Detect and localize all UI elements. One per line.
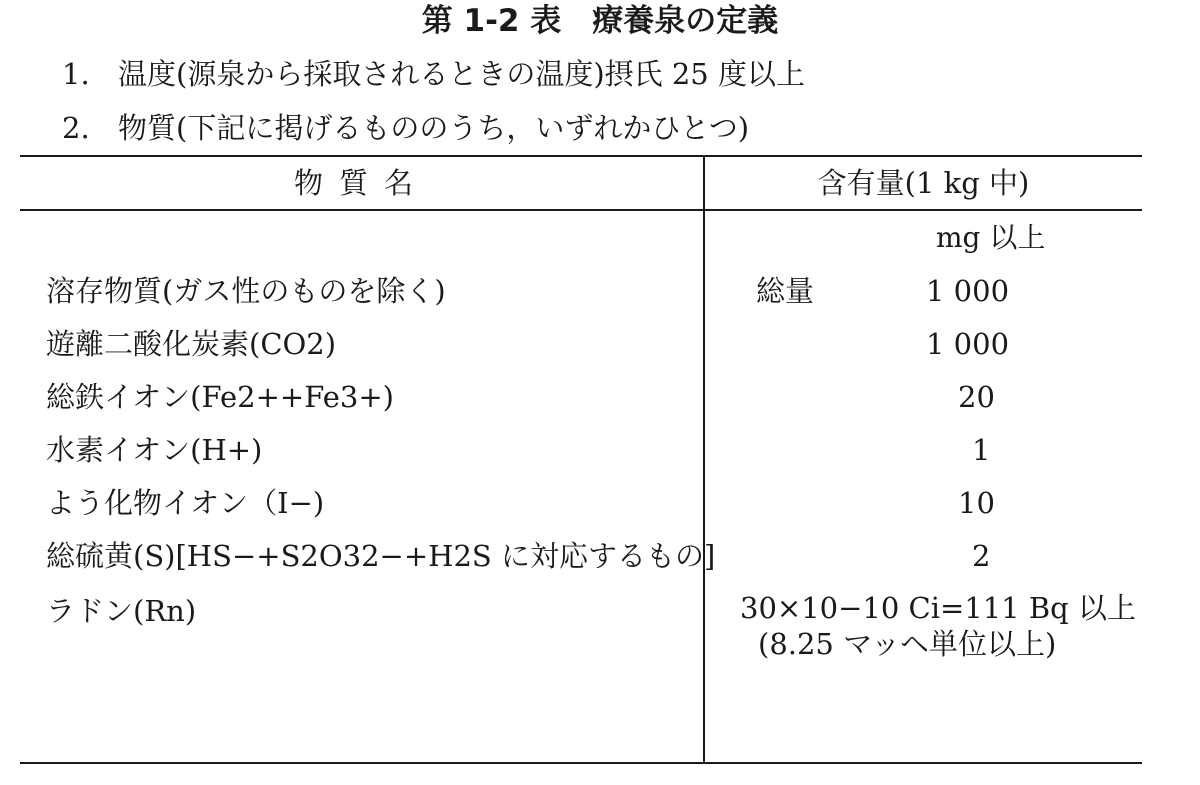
row-note: (8.25 マッヘ単位以上) [758, 627, 1057, 661]
table-title: 第 1-2 表 療養泉の定義 [421, 3, 779, 39]
criterion-number: 1. [62, 57, 90, 91]
row-free-co2: 遊離二酸化炭素(CO2) [46, 327, 337, 361]
row-value: 1 [972, 433, 991, 467]
table-header-rule [20, 209, 1142, 211]
criterion-substance [62, 110, 749, 146]
header-content-amount: 含有量(1 kg 中) [817, 166, 1030, 200]
row-iodide-ion: よう化物イオン（I−) [46, 486, 325, 520]
row-total-iron: 総鉄イオン(Fe2++Fe3+) [46, 380, 394, 414]
row-qualifier: 総量 [756, 274, 815, 308]
unit-label: mg 以上 [936, 221, 1046, 254]
table-column-divider [703, 156, 705, 763]
row-radon: ラドン(Rn) [46, 594, 197, 628]
criterion-text: 物質(下記に掲げるもののうち，いずれかひとつ) [118, 111, 750, 145]
row-value: 1 000 [926, 274, 1010, 308]
criterion-text: 温度(源泉から採取されるときの温度)摂氏 25 度以上 [118, 57, 805, 91]
row-value: 1 000 [926, 327, 1010, 361]
row-value: 20 [958, 380, 995, 414]
row-value: 2 [972, 539, 991, 573]
criterion-temperature [62, 56, 805, 92]
criterion-number: 2. [62, 111, 90, 145]
row-hydrogen-ion: 水素イオン(H+) [46, 433, 263, 467]
row-dissolved-substances: 溶存物質(ガス性のものを除く) [46, 274, 446, 308]
table-top-rule [20, 155, 1142, 157]
table-bottom-rule [20, 762, 1142, 764]
row-value: 30×10−10 Ci=111 Bq 以上 [740, 591, 1136, 625]
row-value: 10 [958, 486, 995, 520]
header-substance-name: 物質名 [293, 166, 429, 200]
row-total-sulfur: 総硫黄(S)[HS−+S2O32−+H2S に対応するもの] [46, 539, 716, 573]
